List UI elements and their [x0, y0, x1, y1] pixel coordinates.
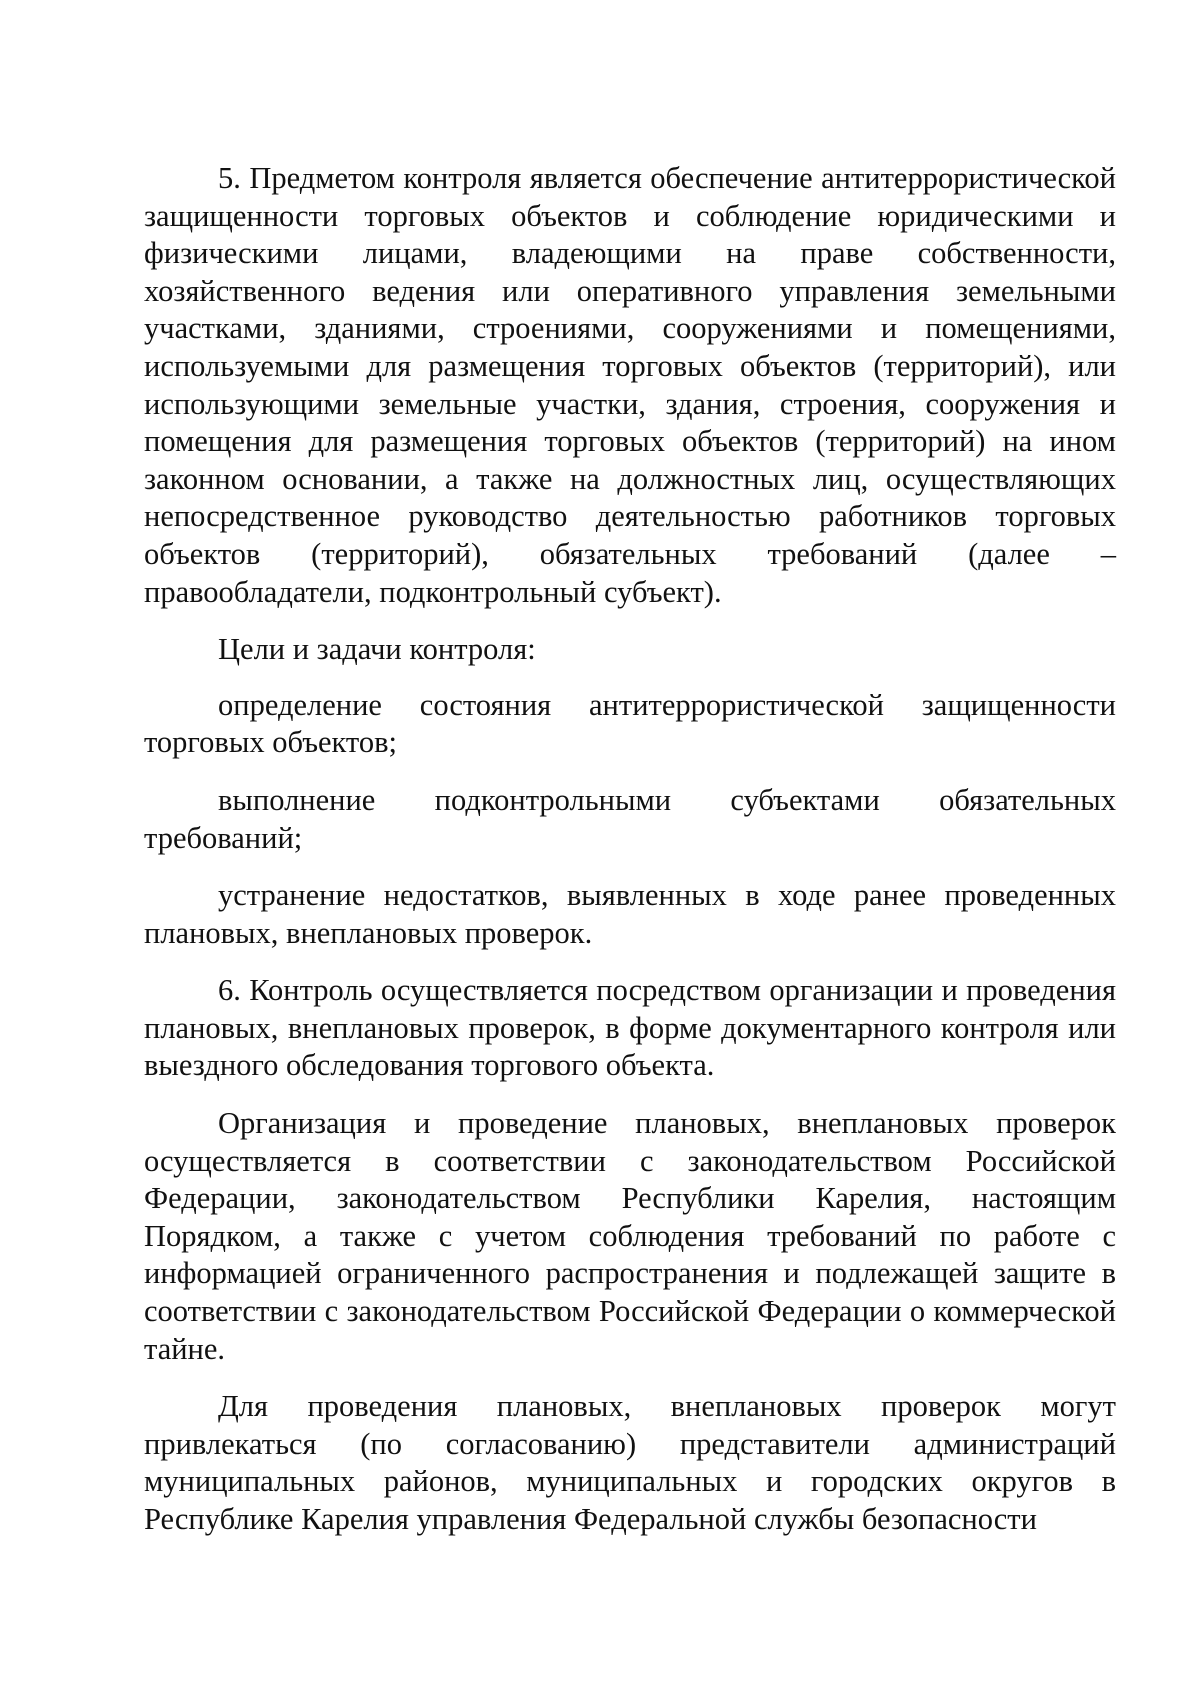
document-page	[144, 160, 1116, 1559]
paragraph-goals-heading: Цели и задачи контроля:	[218, 632, 536, 667]
paragraph-goal-compliance: выполнение подконтрольными субъектами обязательных требований;	[144, 782, 1116, 855]
paragraph-item-5-subject: 5. Предметом контроля является обеспечение антитеррористической защищенности торговых объектов и соблюдение юридическими и физическими лицами, владеющими на праве собственности, хозяйственного ведения или оперативного управления земельными участками, зданиями, строениями, сооружениями и помещениями, используемыми для размещения торговых объектов (территорий), или использующими земельные участки, здания, строения, сооружения и помещения для размещения торговых объектов (территорий) на ином законном основании, а также на должностных лиц, осуществляющих непосредственное руководство деятельностью работников торговых объектов (территорий), обязательных требований (далее – правообладатели, подконтрольный субъект).	[144, 161, 1116, 609]
paragraph-goal-remediation: устранение недостатков, выявленных в ходе ранее проведенных плановых, внеплановых проверок.	[144, 878, 1116, 950]
paragraph-goal-assessment: определение состояния антитеррористической защищенности торговых объектов;	[144, 687, 1116, 760]
paragraph-inspection-organization: Организация и проведение плановых, внеплановых проверок осуществляется в соответствии с законодательством Российской Федерации, законодательством Республики Карелия, настоящим Порядком, а также с учетом соблюдения требований по работе с информацией ограниченного распространения и подлежащей защите в соответствии с законодательством Российской Федерации о коммерческой тайне.	[144, 1106, 1116, 1366]
paragraph-involved-parties: Для проведения плановых, внеплановых проверок могут привлекаться (по согласованию) представители администраций муниципальных районов, муниципальных и городских округов в Республике Карелия управления Федеральной службы безопасности	[144, 1389, 1116, 1536]
paragraph-item-6-control: 6. Контроль осуществляется посредством организации и проведения плановых, внеплановых проверок, в форме документарного контроля или выездного обследования торгового объекта.	[144, 973, 1116, 1083]
